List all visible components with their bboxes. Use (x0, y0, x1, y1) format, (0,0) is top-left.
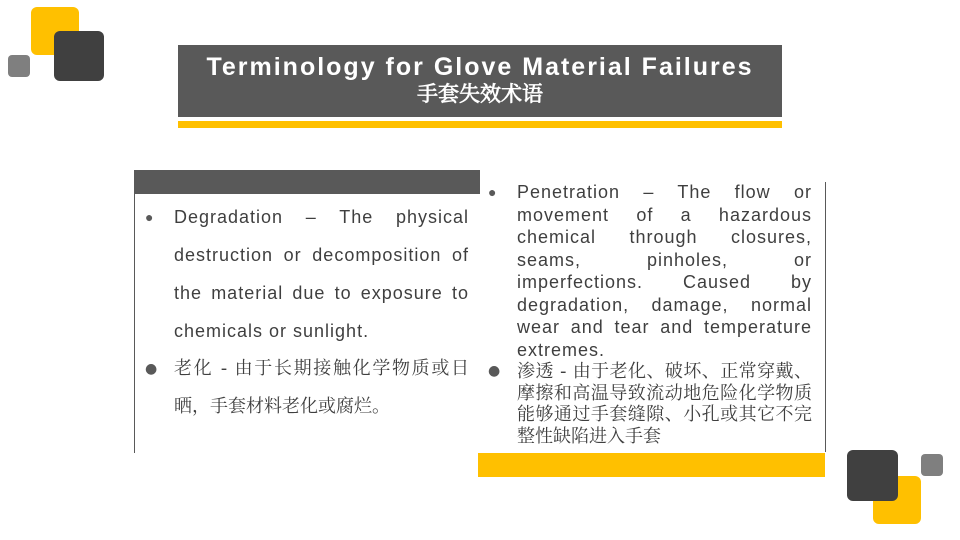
decor-square-dark-top (54, 31, 104, 81)
list-item-text: Penetration – The flow or movement of a hazardous chemical through closures, seams, pinholes, or imperfections. Caused by degradation, damage, normal wear and tear and temperature extremes. (517, 182, 812, 360)
bullet-icon: ● (488, 363, 501, 379)
bullet-icon: ● (145, 209, 155, 225)
list-item-text: 渗透 - 由于老化、破坏、正常穿戴、摩擦和高温导致流动地危险化学物质能够通过手套缝隙、小孔或其它不完整性缺陷进入手套 (517, 361, 812, 447)
left-panel-border (134, 194, 135, 453)
list-item-degradation-zh (145, 350, 469, 426)
decor-square-gray-top (8, 55, 30, 77)
list-item-text: 老化 - 由于长期接触化学物质或日晒，手套材料老化或腐烂。 (174, 358, 469, 417)
right-panel-border (825, 182, 826, 452)
title-box (178, 45, 782, 117)
bullet-icon: ● (145, 361, 158, 377)
list-item-penetration-en (488, 181, 812, 361)
list-item-penetration-zh (488, 361, 812, 447)
right-panel-body (488, 181, 812, 447)
decor-square-dark-bottom (847, 450, 898, 501)
list-item-text: Degradation – The physical destruction or decomposition of the material due to exposure to chemicals or sunlight. (174, 207, 469, 341)
right-panel-footer-bar (478, 453, 825, 477)
list-item-degradation-en (145, 198, 469, 350)
bullet-icon: ● (488, 184, 498, 200)
slide-title-en: Terminology for Glove Material Failures (206, 53, 754, 81)
slide-title-zh: 手套失效术语 (417, 82, 543, 106)
decor-square-gray-bottom (921, 454, 943, 476)
title-underline-bar (178, 121, 782, 128)
left-panel-header-bar (134, 170, 480, 194)
left-panel-body (145, 198, 469, 426)
